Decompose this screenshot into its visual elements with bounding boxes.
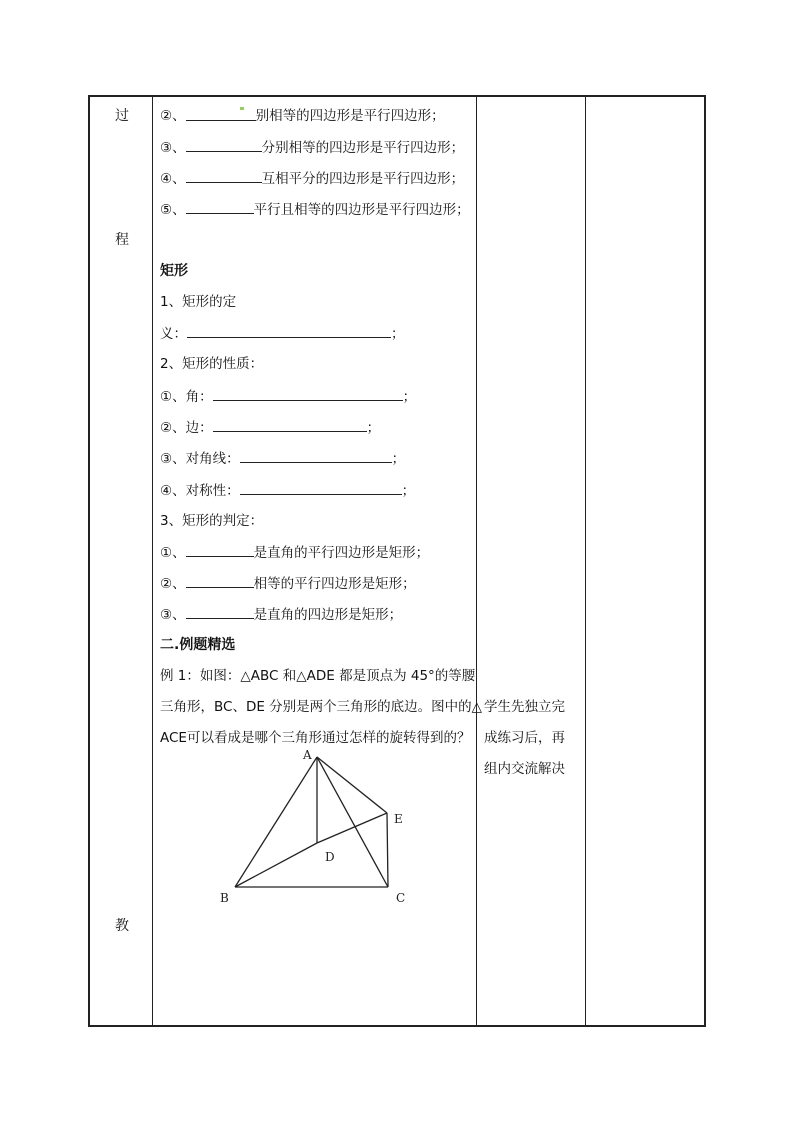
line-suffix: 平行且相等的四边形是平行四边形； [253,202,470,218]
line-suffix: 别相等的四边形是平行四边形； [255,108,445,124]
definition-line [160,324,405,343]
line-suffix: 是直角的四边形是矩形； [253,607,403,623]
label-d: D [325,850,335,864]
fill-blank [186,200,254,214]
line-suffix: ； [402,389,417,405]
line-prefix: 义： [160,326,187,342]
example-text-1: 例 1：如图：△ABC 和△ADE 都是顶点为 45°的等腰 [160,668,476,684]
rectangle-heading: 矩形 [160,263,188,279]
line-prefix: ②、 [160,576,186,592]
line-prefix: ④、 [160,171,186,187]
label-c: C [396,891,406,905]
criterion-line-5 [160,200,470,219]
line-prefix: ③、 [160,607,186,623]
column-divider [476,97,477,1025]
line-prefix: ③、对角线： [160,451,240,467]
rect-criterion-2 [160,574,416,593]
segment-bd [235,843,317,887]
line-prefix: ②、边： [160,420,213,436]
side-char-jiao: 教 [115,918,129,934]
property-angle [160,387,416,406]
line-suffix: 是直角的平行四边形是矩形； [253,545,430,561]
fill-blank [240,449,392,463]
properties-label: 2、矩形的性质： [160,356,264,372]
note-line-2: 成练习后，再 [484,730,565,746]
segment-ae [317,757,387,813]
line-prefix: ④、对称性： [160,483,240,499]
segment-de [317,813,387,843]
property-symmetry [160,481,415,500]
rect-criterion-1 [160,543,429,562]
side-char-cheng: 程 [115,232,129,248]
label-a: A [303,749,312,762]
fill-blank [186,543,254,557]
line-suffix: 分别相等的四边形是平行四边形； [261,140,465,156]
side-char-guo: 过 [115,108,129,124]
line-suffix: ； [391,326,405,342]
label-b: B [220,891,229,905]
fill-blank [213,418,367,432]
example-text-3: ACE可以看成是哪个三角形通过怎样的旋转得到的？ [160,730,471,746]
fill-blank [240,481,402,495]
criteria-label: 3、矩形的判定： [160,513,264,529]
property-side [160,418,380,437]
definition-label: 1、矩形的定 [160,294,237,310]
example-heading: 二.例题精选 [160,637,236,653]
note-line-1: 学生先独立完 [484,699,565,715]
column-divider [585,97,586,1025]
line-prefix: ②、 [160,108,186,124]
line-suffix: ； [391,451,406,467]
lesson-table [88,95,706,1027]
triangle-figure [210,749,410,909]
note-line-3: 组内交流解决 [484,761,565,777]
example-text-2: 三角形，BC、DE 分别是两个三角形的底边。图中的△ [160,699,483,715]
line-suffix: ； [401,483,416,499]
fill-blank [213,387,403,401]
criterion-line-2 [160,107,445,125]
segment-ec [387,813,388,887]
fill-blank [186,138,262,152]
line-suffix: 相等的平行四边形是矩形； [253,576,416,592]
line-prefix: ⑤、 [160,202,186,218]
property-diagonal [160,449,405,468]
criterion-line-3 [160,138,464,157]
line-prefix: ③、 [160,140,186,156]
line-suffix: 互相平分的四边形是平行四边形； [261,171,465,187]
fill-blank [186,605,254,619]
fill-blank [187,324,391,338]
criterion-line-4 [160,169,464,188]
fill-blank [186,574,254,588]
rect-criterion-3 [160,605,402,624]
segment-ac [317,757,388,887]
line-prefix: ①、角： [160,389,213,405]
line-suffix: ； [366,420,381,436]
mark [240,107,244,110]
segment-ab [235,757,317,887]
line-prefix: ①、 [160,545,186,561]
label-e: E [394,812,403,826]
fill-blank [186,107,256,121]
fill-blank [186,169,262,183]
